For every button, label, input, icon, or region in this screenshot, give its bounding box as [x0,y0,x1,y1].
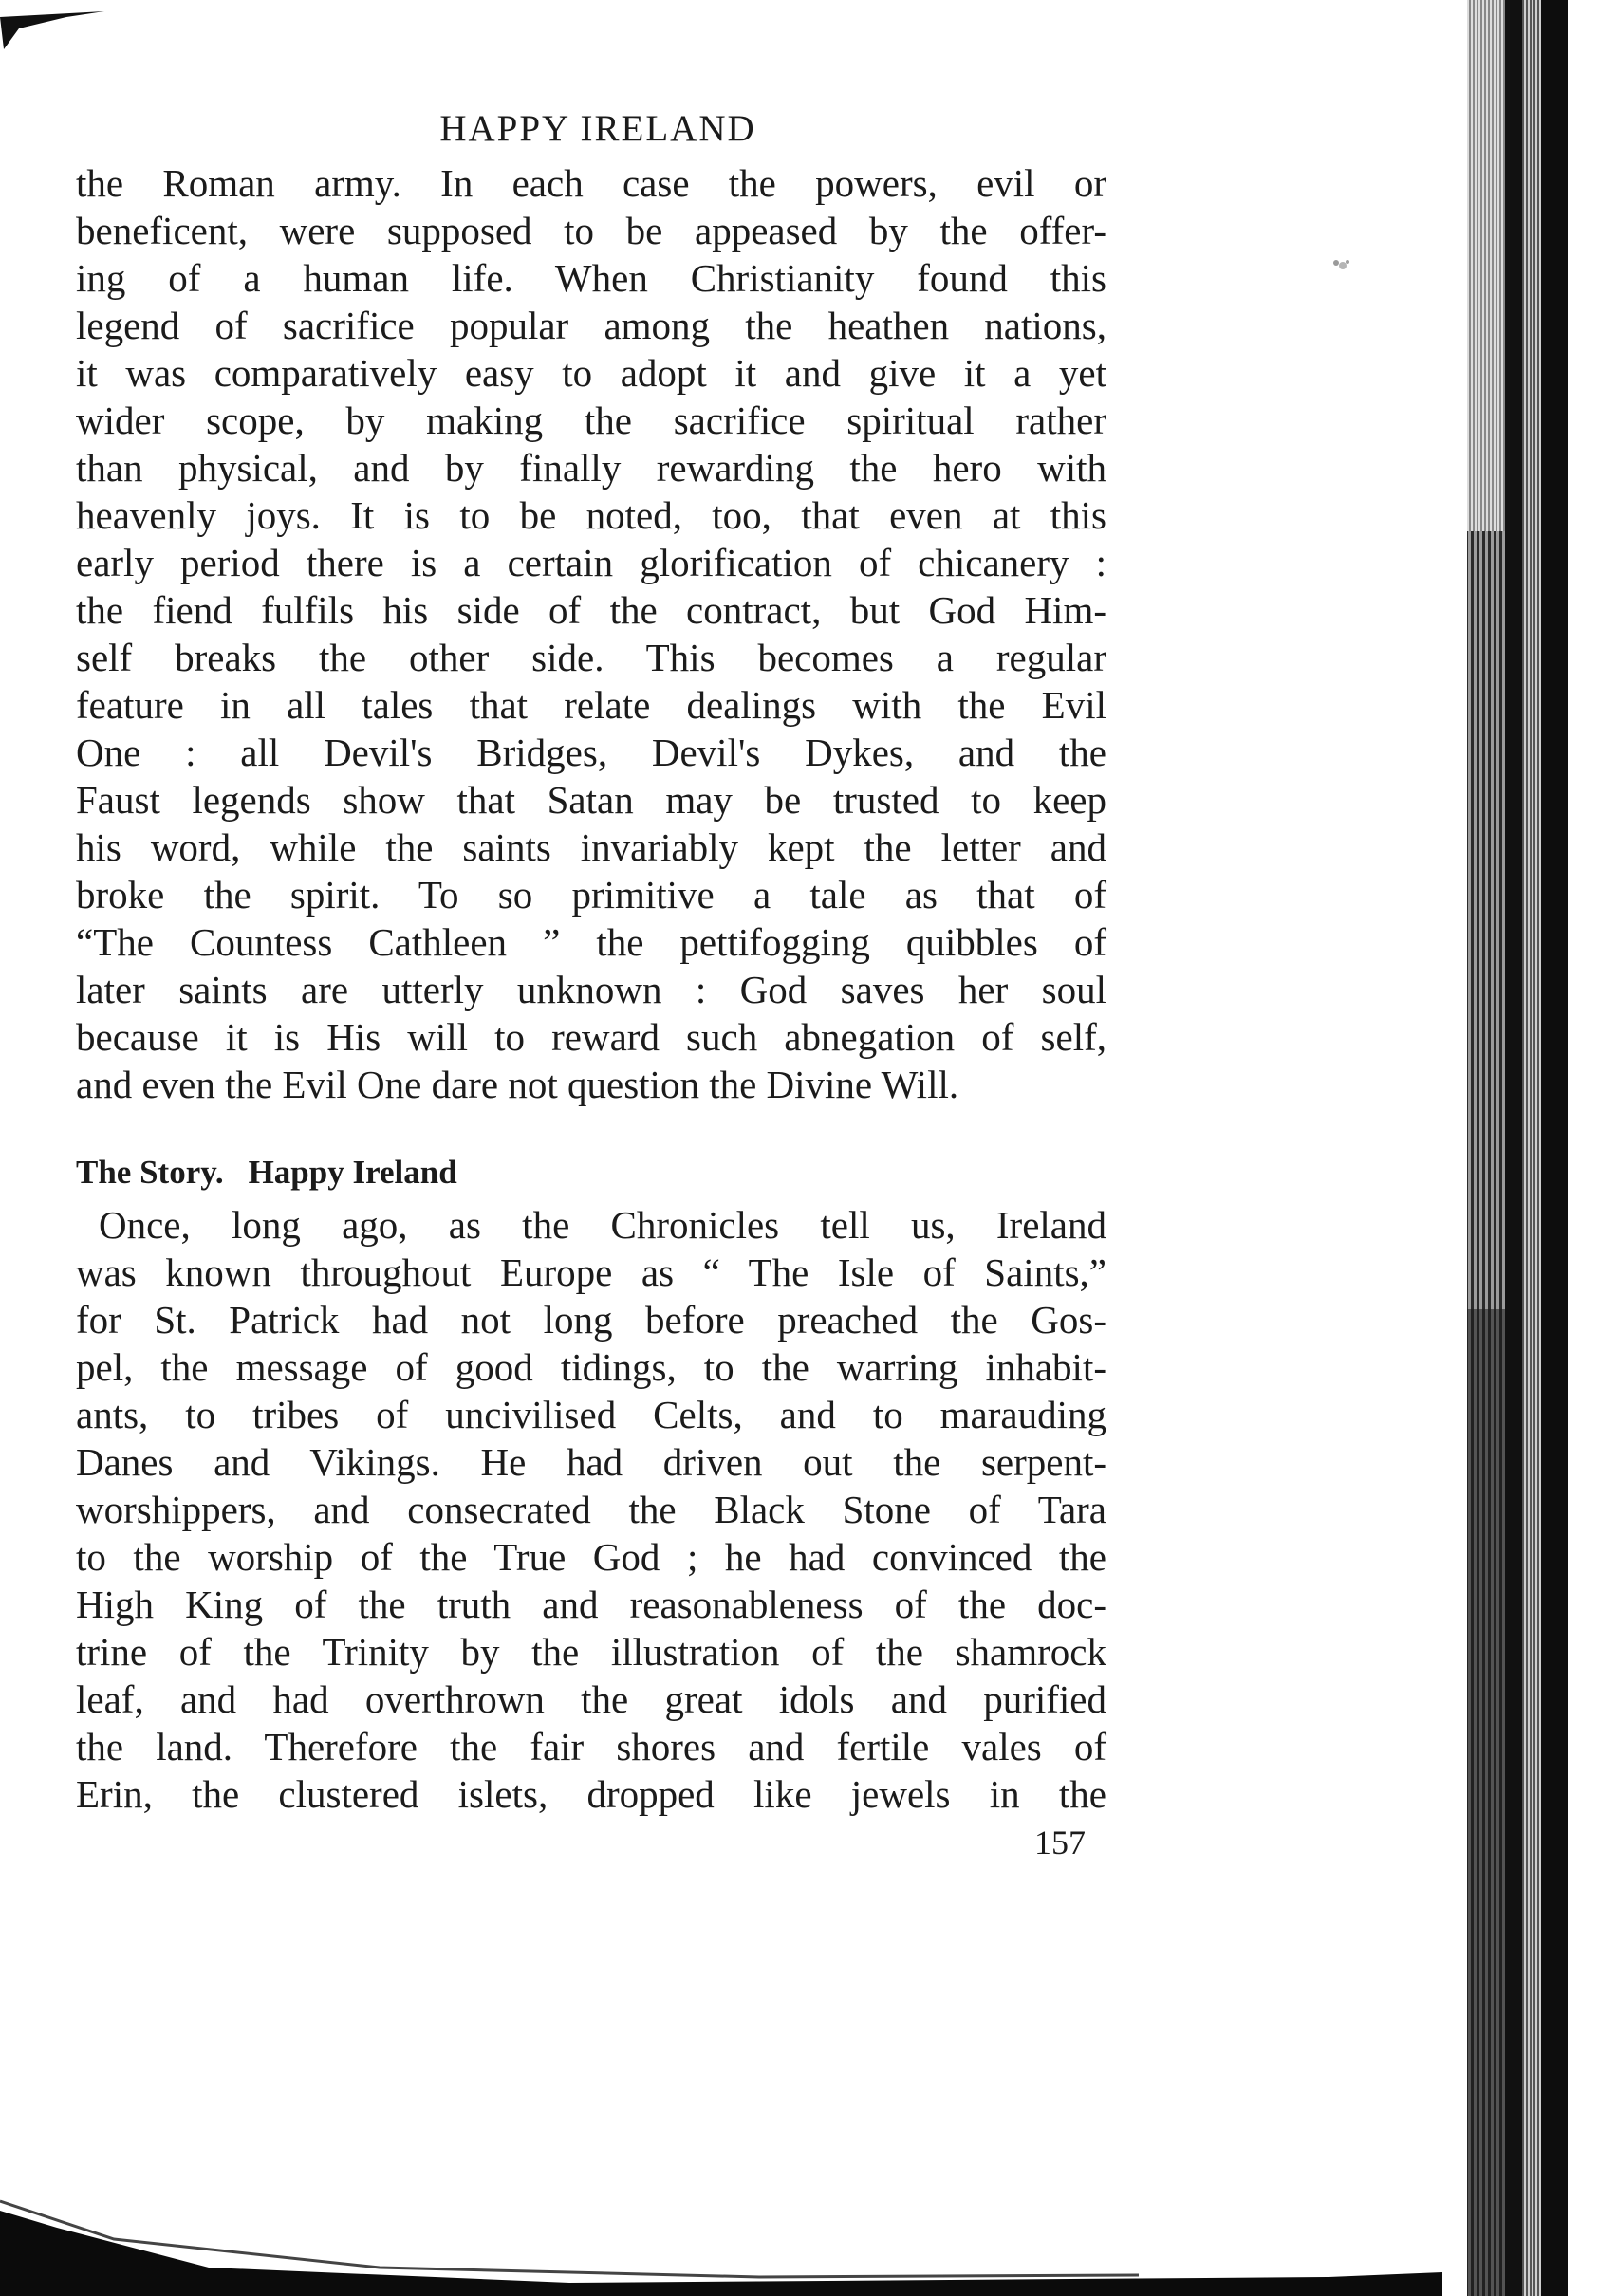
text-line: the land. Therefore the fair shores and fertile vales of [76,1725,1106,1768]
page-bottom-shadow [0,2135,1442,2296]
text-line: leaf, and had overthrown the great idols and purified [76,1677,1106,1721]
text-line: pel, the message of good tidings, to the warring inhabit- [76,1345,1106,1389]
text-line: and even the Evil One dare not question the Divine Will. [76,1063,959,1106]
text-line: the Roman army. In each case the powers, evil or [76,161,1106,205]
text-line: Erin, the clustered islets, dropped like jewels in the [76,1772,1106,1816]
text-line: ants, to tribes of uncivilised Celts, and to marauding [76,1393,1106,1436]
page-number: 157 [1034,1824,1086,1861]
text-line: beneficent, were supposed to be appeased by the offer- [76,209,1106,252]
section-label: The Story. [76,1154,224,1191]
text-line: it was comparatively easy to adopt it and give it a yet [76,351,1106,395]
text-line: trine of the Trinity by the illustration of the shamrock [76,1630,1106,1674]
text-line: legend of sacrifice popular among the heathen nations, [76,304,1106,347]
text-line: “The Countess Cathleen ” the pettifogging quibbles of [76,920,1106,964]
corner-ink-mark [0,0,114,57]
text-line: wider scope, by making the sacrifice spiritual rather [76,398,1106,442]
section-title: Happy Ireland [248,1154,457,1191]
text-line: later saints are utterly unknown : God saves her soul [76,968,1106,1011]
text-line: Faust legends show that Satan may be trusted to keep [76,778,1106,822]
section-heading [76,1150,457,1195]
ink-smudge [1329,254,1353,275]
text-line: feature in all tales that relate dealings with the Evil [76,683,1106,727]
text-line: than physical, and by finally rewarding the hero with [76,446,1106,490]
text-line: worshippers, and consecrated the Black Stone of Tara [76,1488,1106,1531]
text-line: High King of the truth and reasonableness of the doc- [76,1583,1106,1626]
text-line: broke the spirit. To so primitive a tale as that of [76,873,1106,917]
text-line: Danes and Vikings. He had driven out the serpent- [76,1440,1106,1484]
text-line: for St. Patrick had not long before preached the Gos- [76,1298,1106,1342]
text-line: his word, while the saints invariably kept the letter and [76,825,1106,869]
running-title: HAPPY IRELAND [439,108,756,149]
text-line: One : all Devil's Bridges, Devil's Dykes, and the [76,731,1106,774]
text-line: was known throughout Europe as “ The Isle of Saints,” [76,1250,1106,1294]
text-line: self breaks the other side. This becomes a regular [76,636,1106,679]
text-line: to the worship of the True God ; he had convinced the [76,1535,1106,1579]
text-line: Once, long ago, as the Chronicles tell us, Ireland [99,1203,1106,1247]
text-line: the fiend fulfils his side of the contract, but God Him- [76,588,1106,632]
text-line: heavenly joys. It is to be noted, too, that even at this [76,493,1106,537]
text-line: because it is His will to reward such abnegation of self, [76,1015,1106,1059]
text-line: early period there is a certain glorification of chicanery : [76,541,1106,584]
book-edge-shadow [1442,0,1617,2296]
text-line: ing of a human life. When Christianity found this [76,256,1106,300]
